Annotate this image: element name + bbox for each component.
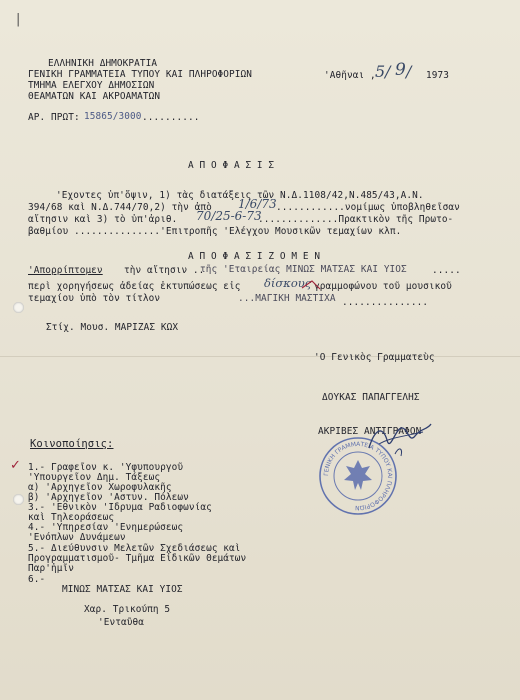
decision-line-3b: ............... [342, 297, 429, 308]
body-line-2-handwritten: 1/6/73 [238, 197, 277, 211]
signatory-role: 'Ο Γενικὸς Γραμματεὺς [314, 352, 435, 363]
decision-title: Α Π Ο Φ Α Σ Ι Ζ Ο Μ Ε Ν [188, 251, 321, 262]
body-line-3-handwritten: 70/25-6-73 [196, 209, 262, 223]
body-line-3a: αἴτησιν καὶ 3) τὸ ὑπ'ἀριθ. [28, 214, 178, 225]
distribution-item: 4.- 'Υπηρεσίαν 'Ενημερώσεως [28, 522, 184, 533]
distribution-item: Προγραμματισμοῦ- Τμῆμα Εἰδικῶν Θεμάτων [28, 553, 247, 564]
date-month: 9 [395, 60, 406, 80]
distribution-item: β) 'Αρχηγεῖον 'Αστυν. Πόλεων [28, 492, 189, 503]
body-line-3b: ..............Πρακτικὸν τῆς Πρωτο- [258, 214, 454, 225]
punch-hole [13, 302, 24, 313]
recipient-address: Χαρ. Τρικούπη 5 [84, 604, 171, 615]
body-line-4: βαθμίου ...............'Επιτροπῆς 'Ελέγχου Μουσικῶν τεμαχίων κλπ. [28, 226, 402, 237]
distribution-item: α) 'Αρχηγεῖον Χωροφυλακῆς [28, 482, 172, 493]
header-line-2: ΓΕΝΙΚΗ ΓΡΑΜΜΑΤΕΙΑ ΤΥΠΟΥ ΚΑΙ ΠΛΗΡΟΦΟΡΙΩΝ [28, 69, 253, 80]
margin-mark: | [16, 12, 21, 27]
decision-line-2b: γραμμοφώνου τοῦ μουσικοῦ [314, 281, 452, 292]
body-line-2a: 394/68 καὶ Ν.Δ.744/70,2) τὴν ἀπὸ [28, 202, 212, 213]
protocol-dots: .......... [142, 112, 200, 123]
date-year: 1973 [426, 70, 449, 81]
fold-line [0, 356, 520, 357]
date-slash-1: / [385, 62, 391, 81]
distribution-item: 1.- Γραφεῖον κ. 'Υφυπουργοῦ [28, 462, 184, 473]
distribution-item: 'Υπουργεῖον Δημ. Τάξεως [28, 472, 161, 483]
distribution-item: 3.- 'Εθνικὸν 'Ιδρυμα Ραδιοφωνίας [28, 502, 212, 513]
protocol-number: 15865/3000 [84, 111, 142, 122]
date-place: 'Αθῆναι , [324, 70, 376, 81]
signatory-name: ΔΟΥΚΑΣ ΠΑΠΑΓΓΕΛΗΣ [322, 392, 420, 403]
true-copy-note: ΑΚΡΙΒΕΣ ΑΝΤΙΓΡΑΦΟΝ [318, 426, 422, 437]
lyrics-credit: Στίχ. Μουσ. ΜΑΡΙΖΑΣ ΚΩΧ [46, 322, 179, 333]
punch-hole [13, 494, 24, 505]
recipient-city: 'Ενταῦθα [98, 617, 144, 628]
body-line-2b: ............νομίμως ὑποβληθεῖσαν [276, 202, 460, 213]
distribution-heading: Κοινοποίησις: [30, 438, 114, 450]
correction-mark-icon [300, 278, 322, 292]
seal-text: ΓΕΝΙΚΗ ΓΡΑΜΜΑΤΕΙΑ ΤΥΠΟΥ ΚΑΙ ΠΛΗΡΟΦΟΡΙΩΝ [322, 440, 394, 512]
handwritten-signature-icon [365, 418, 435, 462]
company-stamp: τῆς 'Εταιρείας ΜΙΝΩΣ ΜΑΤΣΑΣ ΚΑΙ ΥΙΟΣ [200, 264, 407, 275]
decision-verb: 'Απορρίπτομεν [28, 265, 103, 276]
decision-line-1b: τὴν αἴτησιν .. [124, 265, 205, 276]
recipient-name: ΜΙΝΩΣ ΜΑΤΣΑΣ ΚΑΙ ΥΙΟΣ [62, 584, 183, 595]
distribution-item: 6.- [28, 574, 46, 585]
decision-line-3a: τεμαχίου ὑπὸ τὸν τίτλον [28, 293, 161, 304]
date-slash-2: / [406, 62, 412, 81]
protocol-label: ΑΡ. ΠΡΩΤ: [28, 112, 80, 123]
decision-line-2-handwritten: δίσκους [264, 276, 312, 290]
decision-line-2a: περὶ χορηγήσεως ἀδείας ἐκτυπώσεως εἰς [28, 281, 241, 292]
header-line-1: ΕΛΛΗΝΙΚΗ ΔΗΜΟΚΡΑΤΙΑ [48, 58, 158, 69]
document-title: Α Π Ο Φ Α Σ Ι Σ [188, 160, 275, 171]
check-mark-icon: ✓ [10, 458, 21, 473]
body-line-1: 'Εχοντες ὑπ'ὄψιν, 1) τὰς διατάξεις τῶν Ν.Δ.1108/42,Ν.485/43,Α.Ν. [56, 190, 424, 201]
header-line-4: ΘΕΑΜΑΤΩΝ ΚΑΙ ΑΚΡΟΑΜΑΤΩΝ [28, 91, 161, 102]
song-title-stamp: ...ΜΑΓΙΚΗ ΜΑΣΤΙΧΑ [238, 293, 336, 304]
distribution-item: 5.- Διεύθυνσιν Μελετῶν Σχεδιάσεως καὶ [28, 543, 241, 554]
distribution-item: 'Ενόπλων Δυνάμεων [28, 532, 126, 543]
date-day: 5 [375, 62, 386, 81]
header-line-3: ΤΜΗΜΑ ΕΛΕΓΧΟΥ ΔΗΜΟΣΙΩΝ [28, 80, 155, 91]
distribution-item: καὶ Τηλεοράσεως [28, 512, 115, 523]
decision-line-1c: ..... [432, 265, 461, 276]
distribution-item: Παρ'ἡμῖν [28, 563, 74, 574]
